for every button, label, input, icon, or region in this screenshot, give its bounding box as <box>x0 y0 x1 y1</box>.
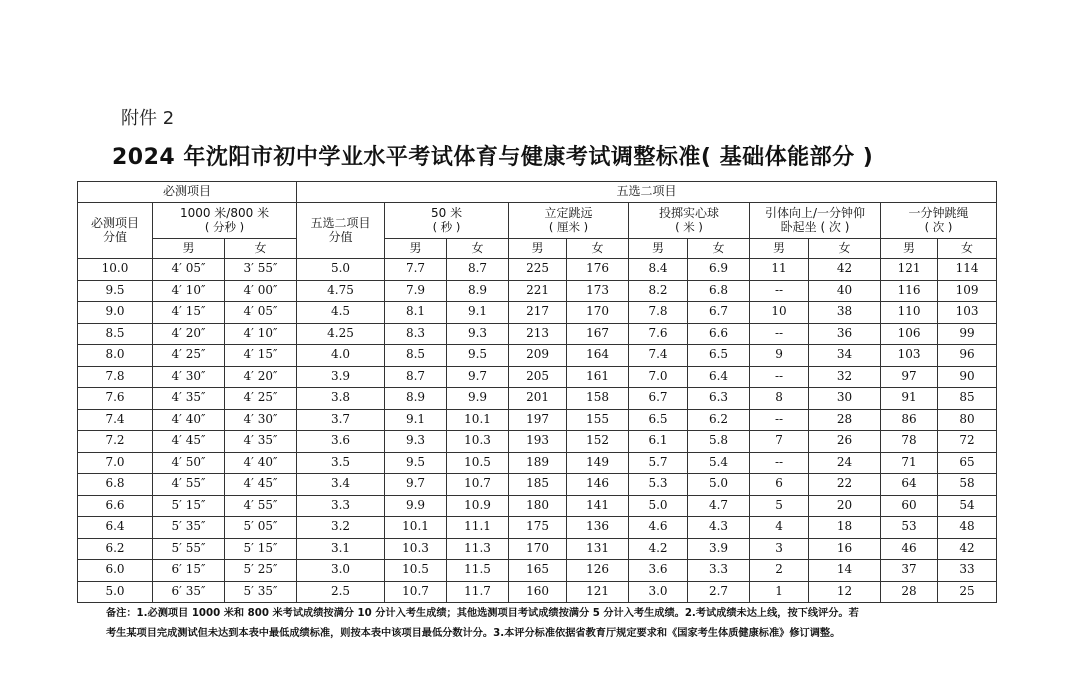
table-row <box>78 345 997 367</box>
required-score-cell: 6.6 <box>78 495 153 517</box>
optional-score-cell: 3.5 <box>297 452 385 474</box>
sprint-female-header: 女 <box>447 239 509 259</box>
pullup-situp-header-line2: 卧起坐 ( 次 ) <box>780 219 850 234</box>
run-female-cell: 4′ 25″ <box>225 388 297 410</box>
run-male-cell: 6′ 15″ <box>153 560 225 582</box>
situp-female-cell: 14 <box>809 560 881 582</box>
required-score-cell: 7.6 <box>78 388 153 410</box>
jump-male-cell: 160 <box>509 581 567 603</box>
ball-female-cell: 3.3 <box>688 560 750 582</box>
rope-skipping-header <box>881 203 997 239</box>
jump-female-cell: 121 <box>567 581 629 603</box>
jump-male-cell: 201 <box>509 388 567 410</box>
rope-male-cell: 97 <box>881 366 938 388</box>
pullup-male-cell: -- <box>750 366 809 388</box>
sprint-male-header: 男 <box>385 239 447 259</box>
sprint-female-cell: 11.1 <box>447 517 509 539</box>
required-score-cell: 8.5 <box>78 323 153 345</box>
situp-female-cell: 26 <box>809 431 881 453</box>
rope-male-header: 男 <box>881 239 938 259</box>
jump-female-cell: 164 <box>567 345 629 367</box>
optional-score-cell: 3.8 <box>297 388 385 410</box>
rope-female-cell: 42 <box>938 538 997 560</box>
jump-female-cell: 158 <box>567 388 629 410</box>
optional-score-cell: 3.4 <box>297 474 385 496</box>
jump-female-cell: 141 <box>567 495 629 517</box>
jump-female-cell: 149 <box>567 452 629 474</box>
pullup-male-cell: 6 <box>750 474 809 496</box>
required-score-header <box>78 203 153 259</box>
optional-score-cell: 4.5 <box>297 302 385 324</box>
optional-score-cell: 3.1 <box>297 538 385 560</box>
pullup-male-cell: -- <box>750 323 809 345</box>
rope-male-cell: 60 <box>881 495 938 517</box>
jump-female-cell: 152 <box>567 431 629 453</box>
rope-female-cell: 72 <box>938 431 997 453</box>
sprint-female-cell: 10.7 <box>447 474 509 496</box>
medicine-ball-header <box>629 203 750 239</box>
jump-male-cell: 170 <box>509 538 567 560</box>
situp-female-cell: 36 <box>809 323 881 345</box>
rope-female-cell: 80 <box>938 409 997 431</box>
ball-female-cell: 2.7 <box>688 581 750 603</box>
sprint-male-cell: 7.7 <box>385 259 447 281</box>
ball-female-cell: 4.7 <box>688 495 750 517</box>
sprint-male-cell: 8.3 <box>385 323 447 345</box>
sprint-female-cell: 11.7 <box>447 581 509 603</box>
run-female-cell: 5′ 15″ <box>225 538 297 560</box>
run-male-cell: 4′ 40″ <box>153 409 225 431</box>
ball-female-cell: 6.7 <box>688 302 750 324</box>
ball-male-cell: 5.3 <box>629 474 688 496</box>
sprint-female-cell: 10.5 <box>447 452 509 474</box>
rope-skipping-header-line2: ( 次 ) <box>924 219 953 234</box>
rope-female-header: 女 <box>938 239 997 259</box>
run-male-cell: 4′ 20″ <box>153 323 225 345</box>
situp-female-cell: 28 <box>809 409 881 431</box>
sprint-male-cell: 10.3 <box>385 538 447 560</box>
long-jump-header-line2: ( 厘米 ) <box>548 219 589 234</box>
run-male-cell: 4′ 25″ <box>153 345 225 367</box>
jump-female-cell: 136 <box>567 517 629 539</box>
ball-male-cell: 7.0 <box>629 366 688 388</box>
required-score-header-line1: 必测项目 <box>90 215 139 230</box>
sprint-male-cell: 9.7 <box>385 474 447 496</box>
required-score-cell: 7.0 <box>78 452 153 474</box>
optional-score-cell: 5.0 <box>297 259 385 281</box>
notes-line-2: 考生某项目完成测试但未达到本表中最低成绩标准，则按本表中该项目最低分数计分。3.本评分标准依据省教育厅规定要求和《国家考生体质健康标准》修订调整。 <box>106 628 841 639</box>
run-male-cell: 4′ 05″ <box>153 259 225 281</box>
pullup-male-cell: -- <box>750 280 809 302</box>
run-female-cell: 5′ 25″ <box>225 560 297 582</box>
sprint-male-cell: 10.7 <box>385 581 447 603</box>
ball-male-cell: 7.8 <box>629 302 688 324</box>
sprint-male-cell: 9.5 <box>385 452 447 474</box>
table-row <box>78 431 997 453</box>
table-row <box>78 581 997 603</box>
item-header-row <box>78 203 997 239</box>
sprint-male-cell: 9.3 <box>385 431 447 453</box>
rope-male-cell: 46 <box>881 538 938 560</box>
table-row <box>78 409 997 431</box>
required-score-cell: 7.2 <box>78 431 153 453</box>
run-male-cell: 4′ 50″ <box>153 452 225 474</box>
table-row <box>78 366 997 388</box>
pullup-male-cell: -- <box>750 409 809 431</box>
sprint-female-cell: 10.1 <box>447 409 509 431</box>
ball-female-cell: 6.3 <box>688 388 750 410</box>
table-row <box>78 452 997 474</box>
jump-male-cell: 180 <box>509 495 567 517</box>
sprint-female-cell: 10.9 <box>447 495 509 517</box>
rope-male-cell: 116 <box>881 280 938 302</box>
situp-female-cell: 32 <box>809 366 881 388</box>
rope-female-cell: 90 <box>938 366 997 388</box>
ball-male-cell: 7.4 <box>629 345 688 367</box>
ball-female-cell: 5.8 <box>688 431 750 453</box>
situp-female-cell: 40 <box>809 280 881 302</box>
long-jump-header-line1: 立定跳远 <box>544 205 593 220</box>
rope-male-cell: 64 <box>881 474 938 496</box>
jump-male-cell: 205 <box>509 366 567 388</box>
sprint-male-cell: 7.9 <box>385 280 447 302</box>
jump-female-cell: 146 <box>567 474 629 496</box>
ball-male-cell: 6.5 <box>629 409 688 431</box>
situp-female-cell: 30 <box>809 388 881 410</box>
sprint-female-cell: 9.9 <box>447 388 509 410</box>
run-female-header: 女 <box>225 239 297 259</box>
rope-female-cell: 109 <box>938 280 997 302</box>
optional-score-cell: 4.0 <box>297 345 385 367</box>
sprint-female-cell: 8.7 <box>447 259 509 281</box>
ball-male-cell: 3.6 <box>629 560 688 582</box>
run-male-cell: 5′ 55″ <box>153 538 225 560</box>
situp-female-cell: 42 <box>809 259 881 281</box>
run-male-cell: 5′ 15″ <box>153 495 225 517</box>
ball-female-cell: 6.9 <box>688 259 750 281</box>
medicine-ball-header-line2: ( 米 ) <box>675 219 703 234</box>
rope-female-cell: 85 <box>938 388 997 410</box>
table-row <box>78 302 997 324</box>
jump-male-cell: 209 <box>509 345 567 367</box>
sprint-male-cell: 9.9 <box>385 495 447 517</box>
pullup-male-cell: 11 <box>750 259 809 281</box>
situp-female-cell: 20 <box>809 495 881 517</box>
ball-female-cell: 5.4 <box>688 452 750 474</box>
pullup-male-cell: 2 <box>750 560 809 582</box>
run-male-cell: 4′ 35″ <box>153 388 225 410</box>
long-jump-header <box>509 203 629 239</box>
run-female-cell: 4′ 40″ <box>225 452 297 474</box>
table-row <box>78 259 997 281</box>
situp-female-cell: 24 <box>809 452 881 474</box>
jump-male-cell: 189 <box>509 452 567 474</box>
ball-female-header: 女 <box>688 239 750 259</box>
rope-male-cell: 78 <box>881 431 938 453</box>
ball-female-cell: 3.9 <box>688 538 750 560</box>
rope-skipping-header-line1: 一分钟跳绳 <box>908 205 969 220</box>
required-score-cell: 7.4 <box>78 409 153 431</box>
run-female-cell: 4′ 45″ <box>225 474 297 496</box>
group-header-row <box>78 182 997 203</box>
required-score-cell: 8.0 <box>78 345 153 367</box>
rope-female-cell: 65 <box>938 452 997 474</box>
ball-female-cell: 5.0 <box>688 474 750 496</box>
ball-male-cell: 5.0 <box>629 495 688 517</box>
sprint-male-cell: 8.9 <box>385 388 447 410</box>
rope-female-cell: 54 <box>938 495 997 517</box>
run-header-line2: ( 分秒 ) <box>204 219 245 234</box>
table-row <box>78 538 997 560</box>
sprint-male-cell: 10.5 <box>385 560 447 582</box>
jump-male-header: 男 <box>509 239 567 259</box>
run-male-cell: 5′ 35″ <box>153 517 225 539</box>
optional-score-cell: 3.2 <box>297 517 385 539</box>
pullup-male-cell: 10 <box>750 302 809 324</box>
pullup-male-cell: 9 <box>750 345 809 367</box>
jump-female-cell: 173 <box>567 280 629 302</box>
optional-score-cell: 3.9 <box>297 366 385 388</box>
optional-score-header-line1: 五选二项目 <box>310 215 371 230</box>
sprint-female-cell: 9.7 <box>447 366 509 388</box>
sprint-female-cell: 10.3 <box>447 431 509 453</box>
attachment-label: 附件 2 <box>121 108 175 129</box>
situp-female-cell: 34 <box>809 345 881 367</box>
required-score-cell: 7.8 <box>78 366 153 388</box>
medicine-ball-header-line1: 投掷实心球 <box>659 205 720 220</box>
run-female-cell: 4′ 15″ <box>225 345 297 367</box>
required-score-header-line2: 分值 <box>102 229 127 244</box>
situp-female-cell: 12 <box>809 581 881 603</box>
sprint-50m-header-line1: 50 米 <box>430 205 463 220</box>
table-row <box>78 495 997 517</box>
pullup-male-cell: 7 <box>750 431 809 453</box>
jump-male-cell: 221 <box>509 280 567 302</box>
rope-male-cell: 106 <box>881 323 938 345</box>
run-female-cell: 4′ 35″ <box>225 431 297 453</box>
ball-male-cell: 6.7 <box>629 388 688 410</box>
ball-male-cell: 4.2 <box>629 538 688 560</box>
gender-header-row <box>78 239 997 259</box>
ball-female-cell: 6.4 <box>688 366 750 388</box>
scoring-standard-table <box>77 181 997 603</box>
situp-female-cell: 38 <box>809 302 881 324</box>
sprint-male-cell: 10.1 <box>385 517 447 539</box>
pullup-male-cell: 8 <box>750 388 809 410</box>
run-female-cell: 5′ 35″ <box>225 581 297 603</box>
table-row <box>78 280 997 302</box>
sprint-50m-header <box>385 203 509 239</box>
jump-male-cell: 213 <box>509 323 567 345</box>
ball-female-cell: 6.2 <box>688 409 750 431</box>
jump-female-cell: 161 <box>567 366 629 388</box>
ball-male-cell: 8.4 <box>629 259 688 281</box>
optional-score-cell: 3.6 <box>297 431 385 453</box>
group-optional-header: 五选二项目 <box>297 182 997 203</box>
table-row <box>78 388 997 410</box>
jump-female-cell: 131 <box>567 538 629 560</box>
notes-line-1: 备注：1.必测项目 1000 米和 800 米考试成绩按满分 10 分计入考生成绩；其他选测项目考试成绩按满分 5 分计入考生成绩。2.考试成绩未达上线，按下线评分。若 <box>106 608 859 619</box>
pullup-male-cell: 4 <box>750 517 809 539</box>
rope-female-cell: 114 <box>938 259 997 281</box>
optional-score-cell: 4.25 <box>297 323 385 345</box>
run-female-cell: 5′ 05″ <box>225 517 297 539</box>
jump-male-cell: 217 <box>509 302 567 324</box>
run-male-cell: 4′ 45″ <box>153 431 225 453</box>
rope-female-cell: 48 <box>938 517 997 539</box>
pullup-situp-header-line1: 引体向上/一分钟仰 <box>765 205 866 220</box>
pullup-male-cell: 1 <box>750 581 809 603</box>
pullup-male-cell: -- <box>750 452 809 474</box>
jump-male-cell: 175 <box>509 517 567 539</box>
run-header <box>153 203 297 239</box>
jump-male-cell: 193 <box>509 431 567 453</box>
pullup-male-cell: 3 <box>750 538 809 560</box>
required-score-cell: 9.5 <box>78 280 153 302</box>
jump-female-cell: 170 <box>567 302 629 324</box>
rope-female-cell: 99 <box>938 323 997 345</box>
ball-male-cell: 6.1 <box>629 431 688 453</box>
sprint-male-cell: 8.7 <box>385 366 447 388</box>
jump-female-cell: 176 <box>567 259 629 281</box>
required-score-cell: 9.0 <box>78 302 153 324</box>
run-female-cell: 4′ 00″ <box>225 280 297 302</box>
sprint-female-cell: 9.5 <box>447 345 509 367</box>
situp-female-cell: 18 <box>809 517 881 539</box>
pullup-male-header: 男 <box>750 239 809 259</box>
run-male-cell: 4′ 30″ <box>153 366 225 388</box>
pullup-situp-header <box>750 203 881 239</box>
rope-male-cell: 110 <box>881 302 938 324</box>
run-female-cell: 3′ 55″ <box>225 259 297 281</box>
sprint-female-cell: 8.9 <box>447 280 509 302</box>
rope-female-cell: 33 <box>938 560 997 582</box>
ball-male-cell: 3.0 <box>629 581 688 603</box>
rope-male-cell: 103 <box>881 345 938 367</box>
run-male-cell: 4′ 10″ <box>153 280 225 302</box>
required-score-cell: 10.0 <box>78 259 153 281</box>
rope-male-cell: 121 <box>881 259 938 281</box>
sprint-male-cell: 9.1 <box>385 409 447 431</box>
optional-score-cell: 3.7 <box>297 409 385 431</box>
run-female-cell: 4′ 55″ <box>225 495 297 517</box>
ball-female-cell: 4.3 <box>688 517 750 539</box>
jump-female-cell: 126 <box>567 560 629 582</box>
sprint-female-cell: 11.5 <box>447 560 509 582</box>
required-score-cell: 6.2 <box>78 538 153 560</box>
group-required-header: 必测项目 <box>78 182 297 203</box>
jump-male-cell: 225 <box>509 259 567 281</box>
optional-score-cell: 2.5 <box>297 581 385 603</box>
rope-male-cell: 86 <box>881 409 938 431</box>
table-row <box>78 323 997 345</box>
rope-female-cell: 25 <box>938 581 997 603</box>
sprint-female-cell: 11.3 <box>447 538 509 560</box>
rope-male-cell: 53 <box>881 517 938 539</box>
ball-female-cell: 6.6 <box>688 323 750 345</box>
run-female-cell: 4′ 05″ <box>225 302 297 324</box>
jump-male-cell: 185 <box>509 474 567 496</box>
run-header-line1: 1000 米/800 米 <box>179 205 270 220</box>
optional-score-header <box>297 203 385 259</box>
run-male-cell: 6′ 35″ <box>153 581 225 603</box>
notes-block <box>106 604 986 644</box>
run-male-cell: 4′ 15″ <box>153 302 225 324</box>
ball-female-cell: 6.5 <box>688 345 750 367</box>
rope-female-cell: 58 <box>938 474 997 496</box>
sprint-female-cell: 9.3 <box>447 323 509 345</box>
jump-male-cell: 165 <box>509 560 567 582</box>
ball-female-cell: 6.8 <box>688 280 750 302</box>
ball-male-cell: 7.6 <box>629 323 688 345</box>
ball-male-cell: 5.7 <box>629 452 688 474</box>
ball-male-cell: 8.2 <box>629 280 688 302</box>
jump-male-cell: 197 <box>509 409 567 431</box>
rope-male-cell: 71 <box>881 452 938 474</box>
rope-male-cell: 28 <box>881 581 938 603</box>
jump-female-cell: 155 <box>567 409 629 431</box>
required-score-cell: 5.0 <box>78 581 153 603</box>
optional-score-cell: 3.3 <box>297 495 385 517</box>
table-row <box>78 560 997 582</box>
optional-score-header-line2: 分值 <box>328 229 353 244</box>
sprint-male-cell: 8.1 <box>385 302 447 324</box>
optional-score-cell: 3.0 <box>297 560 385 582</box>
jump-female-cell: 167 <box>567 323 629 345</box>
required-score-cell: 6.4 <box>78 517 153 539</box>
jump-female-header: 女 <box>567 239 629 259</box>
pullup-male-cell: 5 <box>750 495 809 517</box>
rope-male-cell: 91 <box>881 388 938 410</box>
sprint-female-cell: 9.1 <box>447 302 509 324</box>
rope-female-cell: 96 <box>938 345 997 367</box>
run-female-cell: 4′ 20″ <box>225 366 297 388</box>
table-row <box>78 474 997 496</box>
rope-male-cell: 37 <box>881 560 938 582</box>
document-title: 2024 年沈阳市初中学业水平考试体育与健康考试调整标准( 基础体能部分 ) <box>112 145 874 170</box>
run-female-cell: 4′ 10″ <box>225 323 297 345</box>
rope-female-cell: 103 <box>938 302 997 324</box>
run-male-header: 男 <box>153 239 225 259</box>
optional-score-cell: 4.75 <box>297 280 385 302</box>
situp-female-cell: 22 <box>809 474 881 496</box>
situp-female-header: 女 <box>809 239 881 259</box>
ball-male-header: 男 <box>629 239 688 259</box>
sprint-male-cell: 8.5 <box>385 345 447 367</box>
sprint-50m-header-line2: ( 秒 ) <box>432 219 461 234</box>
run-female-cell: 4′ 30″ <box>225 409 297 431</box>
ball-male-cell: 4.6 <box>629 517 688 539</box>
required-score-cell: 6.0 <box>78 560 153 582</box>
table-row <box>78 517 997 539</box>
run-male-cell: 4′ 55″ <box>153 474 225 496</box>
required-score-cell: 6.8 <box>78 474 153 496</box>
situp-female-cell: 16 <box>809 538 881 560</box>
